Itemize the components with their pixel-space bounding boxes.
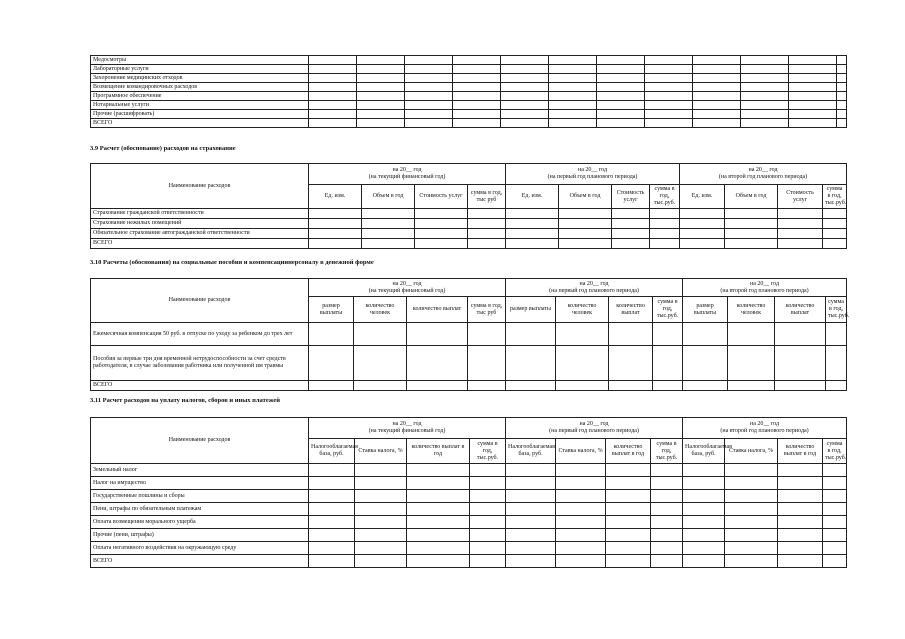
col-header: Ед. изм. xyxy=(309,185,362,209)
name-header: Наименование расходов xyxy=(91,418,309,464)
row-label: Прочие (расшифровать) xyxy=(91,110,309,119)
col-header: сумма в год, тыс.руб. xyxy=(470,439,506,464)
row-label: Страхование гражданской ответственности xyxy=(91,209,309,219)
col-header: Налогооблагаемая база, руб. xyxy=(683,439,725,464)
col-header: сумма в год, тыс.руб. xyxy=(823,439,847,464)
col-header: сумма в год, тыс руб xyxy=(468,297,506,323)
name-header: Наименование расходов xyxy=(91,164,309,209)
period-header-second: на 20__ год (на второй год планового периода) xyxy=(680,164,847,185)
row-label: Программное обеспечение xyxy=(91,92,309,101)
col-header: количество выплат xyxy=(609,297,653,323)
row-label: Прочие (пени, штрафы) xyxy=(91,529,309,542)
row-label: Возмещение командировочных расходов xyxy=(91,83,309,92)
col-header: Ед. изм. xyxy=(680,185,725,209)
col-header: Стоимость услуг xyxy=(612,185,650,209)
name-header: Наименование расходов xyxy=(91,279,309,323)
col-header: размер выплаты xyxy=(506,297,556,323)
col-header: количество человек xyxy=(556,297,609,323)
col-header: сумма в год, тыс.руб. xyxy=(826,297,847,323)
table-row xyxy=(91,503,847,516)
row-label: Обязательное страхование автогражданской ответственности xyxy=(91,229,309,239)
table-row xyxy=(91,555,847,568)
table-row xyxy=(91,219,847,229)
period-header-current: на 20__ год (на текущий финансовый год) xyxy=(309,279,506,297)
col-header: количество выплат xyxy=(407,297,468,323)
table-row xyxy=(91,516,847,529)
table-row xyxy=(91,381,847,391)
table-row xyxy=(91,110,847,119)
table-row xyxy=(91,229,847,239)
col-header: сумма в год, тыс.руб. xyxy=(653,297,683,323)
col-header: Объем в год xyxy=(559,185,612,209)
row-label: Нотариальные услуги xyxy=(91,101,309,110)
row-label: Страхование нежилых помещений xyxy=(91,219,309,229)
table-row xyxy=(91,477,847,490)
section-heading-3-11: 3.11 Расчет расходов на уплату налогов, сборов и иных платежей xyxy=(90,397,280,404)
table-row xyxy=(91,346,847,381)
table-row xyxy=(91,119,847,128)
table-row xyxy=(91,542,847,555)
period-header-second: на 20__ год (на второй год планового периода) xyxy=(683,279,847,297)
insurance-table xyxy=(90,163,847,249)
table-row xyxy=(91,101,847,110)
col-header: размер выплаты xyxy=(683,297,728,323)
table-row xyxy=(91,83,847,92)
col-header: Стоимость услуг xyxy=(415,185,468,209)
row-label: Пособия за первые три дня временной нетрудоспособности за счет средств работодателя, в случае заболевания работника или полученной им травмы xyxy=(91,346,309,381)
row-label: ВСЕГО xyxy=(91,381,309,391)
col-header: сумма в год, тыс.руб. xyxy=(650,185,680,209)
row-label: Налог на имущество xyxy=(91,477,309,490)
row-label: Земельный налог xyxy=(91,464,309,477)
period-header-current: на 20__ год (на текущий финансовый год) xyxy=(309,164,506,185)
table-row xyxy=(91,56,847,65)
col-header: сумма в год, тыс.руб. xyxy=(651,439,683,464)
col-header: Ставка налога, % xyxy=(725,439,778,464)
col-header: сумма в год, тыс руб xyxy=(468,185,506,209)
top-expenses-table xyxy=(90,55,847,128)
row-label: Ежемесячная компенсация 50 руб. в отпуске по уходу за ребенком до трех лет xyxy=(91,323,309,346)
period-header-first: на 20__ год (на первый год планового периода) xyxy=(506,164,680,185)
col-header: Ставка налога, % xyxy=(355,439,407,464)
col-header: Налогооблагаемая база, руб. xyxy=(309,439,355,464)
table-row xyxy=(91,239,847,249)
period-header-current: на 20__ год (на текущий финансовый год) xyxy=(309,418,506,439)
period-header-second: на 20__ год (на второй год планового периода) xyxy=(683,418,847,439)
col-header: Объем в год xyxy=(362,185,415,209)
col-header: Ставка налога, % xyxy=(556,439,606,464)
row-label: Медосмотры xyxy=(91,56,309,65)
row-label: Оплата возмещения морального ущерба xyxy=(91,516,309,529)
table-row xyxy=(91,74,847,83)
col-header: количество выплат в год xyxy=(407,439,470,464)
row-label: Оплата негативного воздействия на окружающую среду xyxy=(91,542,309,555)
row-label: ВСЕГО xyxy=(91,119,309,128)
col-header: Налогооблагаемая база, руб. xyxy=(506,439,556,464)
col-header: Объем в год xyxy=(725,185,778,209)
period-header-first: на 20__ год (на первый год планового периода) xyxy=(506,418,683,439)
table-row xyxy=(91,529,847,542)
table-row xyxy=(91,65,847,74)
taxes-table xyxy=(90,417,847,568)
col-header: количество выплат в год xyxy=(778,439,823,464)
row-label: ВСЕГО xyxy=(91,239,309,249)
col-header: Стоимость услуг xyxy=(778,185,823,209)
col-header: количество выплат в год xyxy=(606,439,651,464)
period-header-first: на 20__ год (на первый год планового периода) xyxy=(506,279,683,297)
section-heading-3-9: 3.9 Расчет (обоснование) расходов на страхование xyxy=(90,145,236,152)
row-label: Пени, штрафы по обязательным платежам xyxy=(91,503,309,516)
table-row xyxy=(91,209,847,219)
table-row xyxy=(91,464,847,477)
table-row xyxy=(91,92,847,101)
col-header: количество выплат xyxy=(775,297,826,323)
col-header: сумма в год, тыс.руб. xyxy=(823,185,847,209)
section-heading-3-10: 3.10 Расчеты (обоснования) на социальные пособия и компенсациинерсоналу в денежной форме xyxy=(90,259,374,266)
col-header: количество человек xyxy=(354,297,407,323)
row-label: Государственные пошлины и сборы xyxy=(91,490,309,503)
row-label: Лабораторные услуги xyxy=(91,65,309,74)
row-label: ВСЕГО xyxy=(91,555,309,568)
row-label: Захоронение медицинских отходов xyxy=(91,74,309,83)
col-header: Ед. изм. xyxy=(506,185,559,209)
table-row xyxy=(91,323,847,346)
col-header: количество человек xyxy=(728,297,775,323)
table-row xyxy=(91,490,847,503)
col-header: размер выплаты xyxy=(309,297,354,323)
social-benefits-table xyxy=(90,278,850,391)
